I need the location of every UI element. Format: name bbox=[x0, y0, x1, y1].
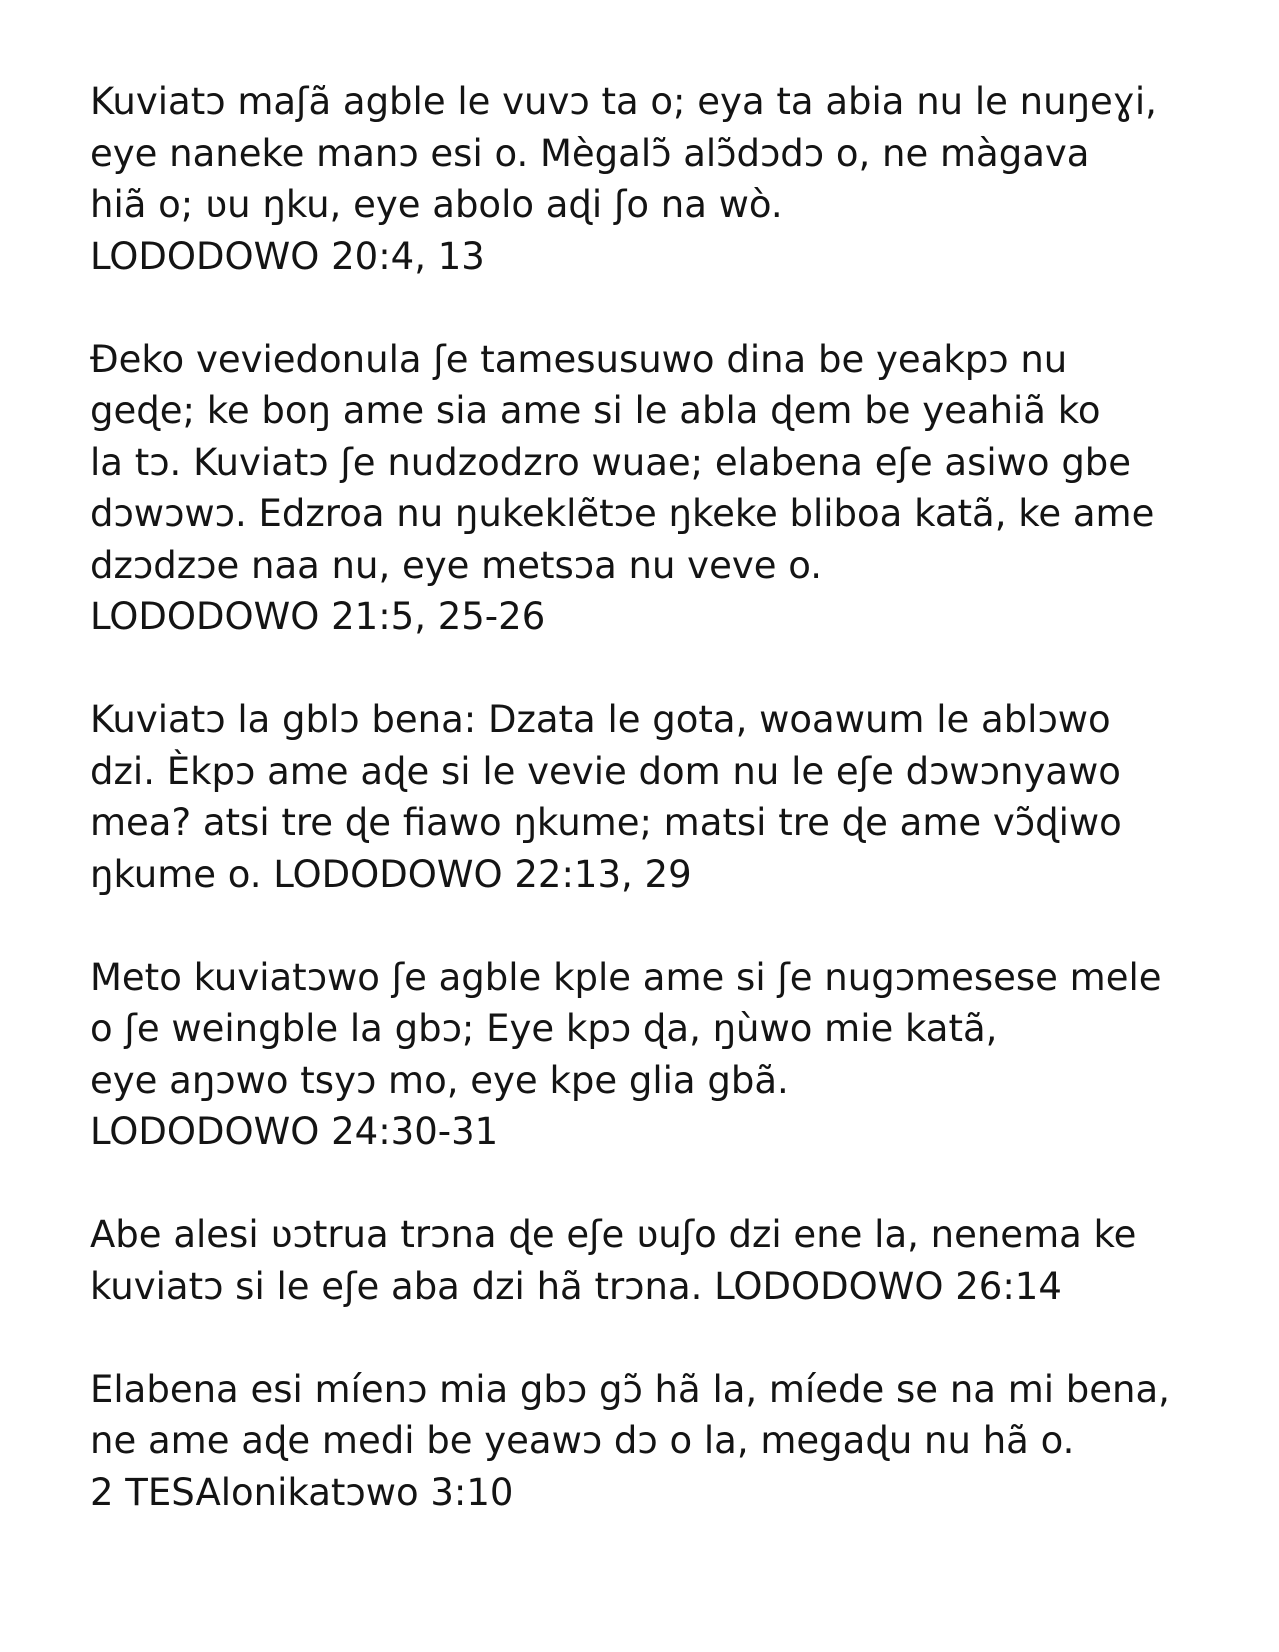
text-line: o ʃe weingble la gbɔ; Eye kpɔ ɖa, ŋùwo mie katã, bbox=[90, 1007, 998, 1050]
text-line: dzɔdzɔe naa nu, eye metsɔa nu veve o. bbox=[90, 543, 822, 587]
text-line-with-reference: ŋkume o. LODODOWO 22:13, 29 bbox=[90, 852, 692, 896]
passage-4 bbox=[90, 952, 1250, 1158]
passage-6 bbox=[90, 1364, 1250, 1519]
text-line-with-reference: kuviatɔ si le eʃe aba dzi hã trɔna. LODODOWO 26:14 bbox=[90, 1264, 1062, 1308]
passage-3 bbox=[90, 694, 1250, 900]
text-line: ne ame aɖe medi be yeawɔ dɔ o la, megaɖu nu hã o. bbox=[90, 1419, 1075, 1462]
scripture-reference: 2 TESAlonikatɔwo 3:10 bbox=[90, 1470, 514, 1514]
document-page bbox=[90, 76, 1250, 1570]
text-line: mea? atsi tre ɖe fiawo ŋkume; matsi tre ɖe ame vɔ̃ɖiwo bbox=[90, 801, 1122, 844]
text-line: Kuviatɔ la gblɔ bena: Dzata le gota, woawum le ablɔwo bbox=[90, 698, 1111, 741]
text-line: dɔwɔwɔ. Edzroa nu ŋukeklẽtɔe ŋkeke bliboa katã, ke ame bbox=[90, 492, 1155, 535]
text-line: dzi. Èkpɔ ame aɖe si le vevie dom nu le eʃe dɔwɔnyawo bbox=[90, 749, 1121, 793]
passage-1 bbox=[90, 76, 1250, 282]
text-line: la tɔ. Kuviatɔ ʃe nudzodzro wuae; elabena eʃe asiwo gbe bbox=[90, 440, 1132, 484]
scripture-reference: LODODOWO 20:4, 13 bbox=[90, 234, 485, 278]
text-line: Đeko veviedonula ʃe tamesusuwo dina be yeakpɔ nu bbox=[90, 337, 1068, 381]
text-line: Abe alesi ʋɔtrua trɔna ɖe eʃe ʋuʃo dzi ene la, nenema ke bbox=[90, 1213, 1137, 1256]
text-line: hiã o; ʋu ŋku, eye abolo aɖi ʃo na wò. bbox=[90, 183, 783, 226]
scripture-reference: LODODOWO 21:5, 25-26 bbox=[90, 595, 546, 638]
text-line: Elabena esi míenɔ mia gbɔ gɔ̃ hã la, míede se na mi bena, bbox=[90, 1367, 1170, 1411]
passage-5 bbox=[90, 1209, 1250, 1312]
scripture-reference: LODODOWO 24:30-31 bbox=[90, 1110, 499, 1153]
passage-2 bbox=[90, 334, 1250, 643]
text-line: geɖe; ke boŋ ame sia ame si le abla ɖem be yeahiã ko bbox=[90, 389, 1101, 432]
text-line: eye naneke manɔ esi o. Mègalɔ̃ alɔ̃dɔdɔ o, ne màgava bbox=[90, 131, 1090, 175]
text-line: Kuviatɔ maʃã agble le vuvɔ ta o; eya ta abia nu le nuŋeɣi, bbox=[90, 80, 1157, 123]
text-line: Meto kuviatɔwo ʃe agble kple ame si ʃe nugɔmesese mele bbox=[90, 955, 1162, 999]
text-line: eye aŋɔwo tsyɔ mo, eye kpe glia gbã. bbox=[90, 1058, 789, 1102]
